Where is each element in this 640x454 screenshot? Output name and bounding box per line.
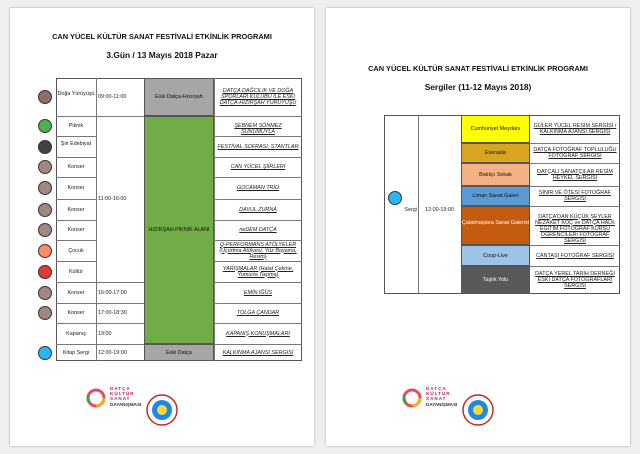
row-divider <box>96 303 144 304</box>
music-icon <box>38 181 52 195</box>
location-pin-icon <box>38 265 52 279</box>
description-label: KAPANIŞ KONUŞMALARI <box>226 330 290 337</box>
description-label: TOLGA ÇANDAR <box>236 310 280 316</box>
activity-label: Kapanış <box>66 330 86 337</box>
col-divider <box>418 115 419 294</box>
place-label: HIZIRŞAH PİKNİK ALANI <box>148 227 210 233</box>
row-divider <box>56 136 96 137</box>
row-divider <box>214 282 302 283</box>
row-divider <box>214 220 302 221</box>
music-icon <box>38 286 52 300</box>
time-label: 09:00-11:00 <box>98 94 127 100</box>
row-divider <box>96 323 144 324</box>
row-divider <box>214 136 302 137</box>
description-label: KALKINMA AJANSI SERGİSİ <box>222 349 294 356</box>
page2-subtitle: Sergiler (11-12 Mayıs 2018) <box>424 82 532 92</box>
row-divider <box>96 116 144 117</box>
music-icon <box>38 160 52 174</box>
page1-subtitle: 3.Gün / 13 Mayıs 2018 Pazar <box>106 50 218 60</box>
music-icon <box>38 223 52 237</box>
description-label: SINIR VE ÖTESİ FOTOĞRAF SERGİSİ <box>538 190 612 202</box>
row-divider <box>56 220 96 221</box>
col-divider <box>96 78 97 361</box>
description-label: GOCAMAN TRİO <box>236 185 280 191</box>
row-divider <box>56 323 96 324</box>
quill-icon <box>38 140 52 154</box>
activity-label: Konser <box>67 185 85 191</box>
rainbow-circle-icon <box>84 386 108 410</box>
activity-label: Sergi <box>404 206 417 213</box>
description-label: DATÇA YEREL TARİH DERNEĞİ ESKİ DATÇA FOTOĞRAFLARI SERGİSİ <box>535 271 615 289</box>
row-divider <box>96 344 144 345</box>
program-page-exhibitions <box>326 8 630 446</box>
row-divider <box>214 344 302 345</box>
hiking-icon <box>38 90 52 104</box>
place-label: Coop-Live <box>483 252 508 259</box>
municipality-seal-icon <box>146 394 178 426</box>
place-label: Esenada <box>484 150 507 156</box>
row-divider <box>530 266 620 267</box>
time-label: 12:00-19:00 <box>425 206 454 213</box>
row-divider <box>530 245 620 246</box>
description-label: DATÇA DAĞCILIK VE DOĞA SPORLARI KULÜBÜ İLE ESKİ DATÇA-HIZIRŞAH YÜRÜYÜŞÜ <box>219 88 297 106</box>
picnic-icon <box>38 119 52 133</box>
time-label: 17:00-18:30 <box>98 310 127 316</box>
municipality-seal-icon-2 <box>462 394 494 426</box>
music-icon <box>38 306 52 320</box>
description-label: FESTİVAL SOFRASI, STANTLAR <box>217 143 299 150</box>
row-divider <box>530 186 620 187</box>
row-divider <box>56 157 96 158</box>
activity-label: Kültür <box>68 268 84 275</box>
row-divider <box>214 323 302 324</box>
place-label: Taşlık Yolu <box>482 277 509 283</box>
gallery-icon <box>388 191 402 205</box>
row-divider <box>56 240 96 241</box>
logo2-line1: DATÇA <box>426 386 447 391</box>
place-label: Eski Datça-Hızırşah <box>155 94 203 100</box>
description-label: EMİN İĞÜS <box>243 289 273 296</box>
activity-label: Kitap Sergi <box>62 349 90 356</box>
time-label: 12:00-19:00 <box>98 349 127 356</box>
row-divider <box>56 303 96 304</box>
row-divider <box>56 261 96 262</box>
row-divider <box>214 177 302 178</box>
activity-label: Konser <box>67 310 85 316</box>
description-label: CANTAŞI FOTOĞRAF SERGİSİ <box>536 252 614 259</box>
description-label: neDEM DATÇA <box>239 227 277 233</box>
logo2-line2: KÜLTÜR <box>426 391 451 397</box>
place-label: Çatalmaşlara Sanat Galerisi <box>461 219 530 226</box>
row-divider <box>214 199 302 200</box>
activity-label: Konser <box>67 206 85 213</box>
place-cell <box>461 206 530 245</box>
page1-title: CAN YÜCEL KÜLTÜR SANAT FESTİVALİ ETKİNLİK PROGRAMI <box>52 32 272 41</box>
place-label: Balıkçı Sokak <box>479 171 512 178</box>
logo-line1: DATÇA <box>110 386 131 391</box>
description-label: ŞEBNEM SÖNMEZ SUNUMUYLA <box>234 123 282 135</box>
row-divider <box>214 157 302 158</box>
description-label: CAN YÜCEL ŞİİRLERİ <box>230 164 286 170</box>
description-label: Q-PERFORMANS ATÖLYELER (Uçurtma Atölyesi, Yüz Boyama, Resim) <box>219 241 297 260</box>
activity-label: Çocuk <box>68 247 84 254</box>
activity-label: Piknik <box>68 123 84 129</box>
row-divider <box>530 143 620 144</box>
logo-line2: KÜLTÜR <box>110 391 135 397</box>
row-divider <box>530 163 620 164</box>
row-divider <box>214 261 302 262</box>
time-label: 19:00 <box>98 330 112 337</box>
row-divider <box>56 177 96 178</box>
children-icon <box>38 244 52 258</box>
description-label: GÜLER YÜCEL RESİM SERGİSİ / KALKINMA AJANSI SERGİSİ <box>533 123 617 135</box>
row-divider <box>56 344 96 345</box>
description-label: YARIŞMALAR (Halat Çekme, Yumurta Taşıma) <box>222 265 294 278</box>
row-divider <box>214 303 302 304</box>
description-label: DAVUL ZURNA <box>239 206 277 213</box>
row-divider <box>214 116 302 117</box>
page2-title: CAN YÜCEL KÜLTÜR SANAT FESTİVALİ ETKİNLİK PROGRAMI <box>368 64 588 73</box>
time-label: 16:00-17:00 <box>98 289 127 296</box>
activity-label: Şiir Edebiyat <box>60 140 92 147</box>
row-divider <box>96 282 144 283</box>
time-label: 11:00-16:00 <box>98 196 127 202</box>
logo-line3: SANAT <box>110 396 131 402</box>
activity-label: Konser <box>67 289 85 296</box>
datca-kultur-sanat-logo-2 <box>400 386 458 415</box>
logo-line4: DAYANIŞMASI <box>110 401 142 407</box>
program-page-day3 <box>10 8 314 446</box>
logo2-line3: SANAT <box>426 396 447 402</box>
row-divider <box>56 116 96 117</box>
activity-label: Konser <box>67 227 85 233</box>
place-label: Liman Sanat Galeri <box>472 193 519 199</box>
place-label: Cumhuriyet Meydanı <box>470 126 521 132</box>
description-label: DATÇALI SANATÇILAR RESİM HEYKEL SERGİSİ <box>537 168 613 181</box>
description-label: DATÇA FOTOĞRAF TOPLULUĞU FOTOĞRAF SERGİSİ <box>533 147 617 159</box>
row-divider <box>56 282 96 283</box>
description-label: DATÇA'DAN KÜÇÜK ŞEYLER NEZAKET KOÇ ve DATÇA HALK EĞİTİM FOTOĞRAF KURSU ÖĞRENCİLERİ FOTOĞRAF SERGİSİ <box>535 213 615 244</box>
logo2-line4: DAYANIŞMASI <box>426 401 458 407</box>
music-icon <box>38 203 52 217</box>
activity-label: Konser <box>67 164 85 170</box>
activity-label: Doğa Yürüyüşü <box>57 91 95 97</box>
rainbow-circle-icon <box>400 386 424 410</box>
datca-kultur-sanat-logo <box>84 386 142 415</box>
row-divider <box>530 206 620 207</box>
place-label: Eski Datça <box>166 349 192 356</box>
gallery-icon <box>38 346 52 360</box>
row-divider <box>56 199 96 200</box>
